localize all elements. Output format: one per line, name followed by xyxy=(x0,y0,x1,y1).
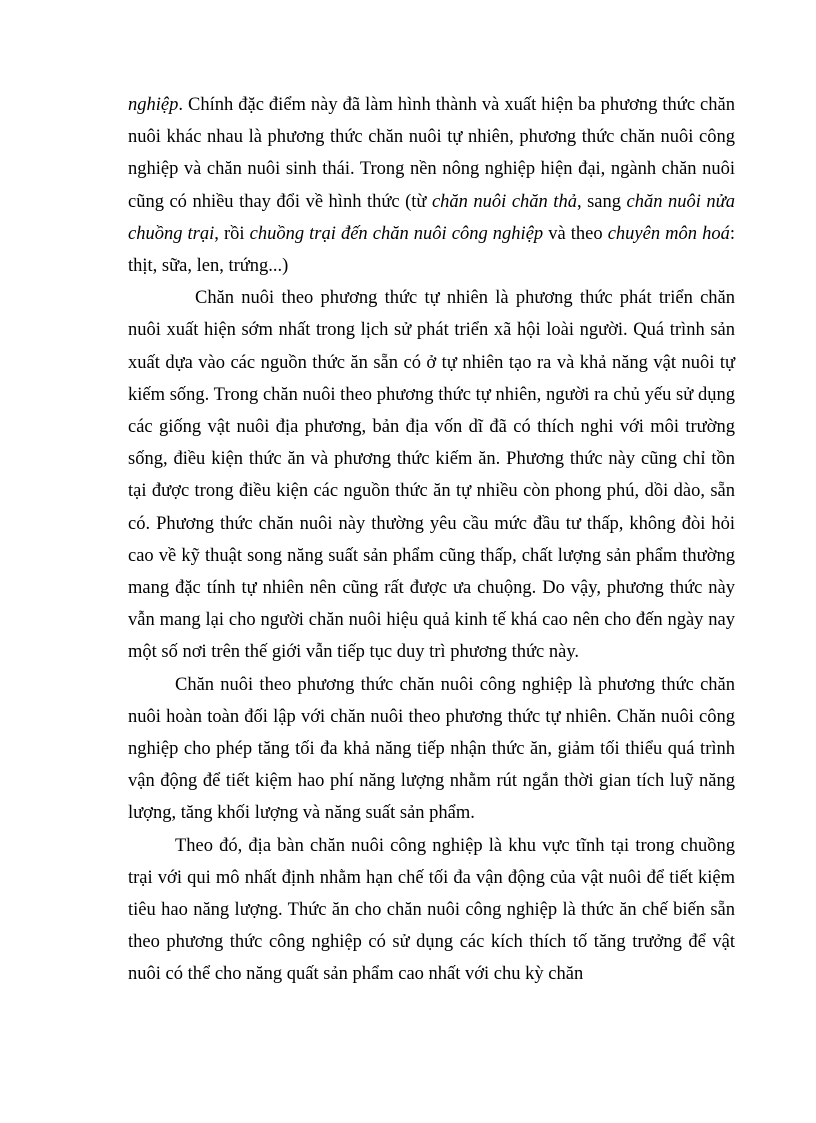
paragraph-industrial-location xyxy=(128,830,735,991)
text-segment: chuồng trại đến chăn nuôi công nghiệp xyxy=(249,223,544,244)
document-body xyxy=(128,89,735,991)
text-segment: chuyên môn hoá xyxy=(607,223,730,244)
text-segment: chăn nuôi chăn thả xyxy=(431,191,577,212)
text-segment: Chăn nuôi theo phương thức tự nhiên là phương thức phát triển chăn nuôi xuất hiện sớm nhất trong lịch sử phát triển xã hội loài người. Quá trình sản xuất dựa vào các nguồn thức ăn sẵn có ở tự nhiên tạo ra và khả năng vật nuôi tự kiếm sống. Trong chăn nuôi theo phương thức tự nhiên, người ra chủ yếu sử dụng các giống vật nuôi địa phương, bản địa vốn dĩ đã có thích nghi với môi trường sống, điều kiện thức ăn và phương thức kiếm ăn. Phương thức này cũng chỉ tồn tại được trong điều kiện các nguồn thức ăn tự nhiều còn phong phú, dồi dào, sẵn có. Phương thức chăn nuôi này thường yêu cầu mức đầu tư thấp, không đòi hỏi cao về kỹ thuật song năng suất sản phẩm cũng thấp, chất lượng sản phẩm thường mang đặc tính tự nhiên nên cũng rất được ưa chuộng. Do vậy, phương thức này vẫn mang lại cho người chăn nuôi hiệu quả kinh tế khá cao nên cho đến ngày nay một số nơi trên thế giới vẫn tiếp tục duy trì phương thức này. xyxy=(128,288,735,663)
text-segment: , sang xyxy=(576,191,627,212)
text-segment: Chăn nuôi theo phương thức chăn nuôi công nghiệp là phương thức chăn nuôi hoàn toàn đối lập với chăn nuôi theo phương thức tự nhiên. Chăn nuôi công nghiệp cho phép tăng tối đa khả năng tiếp nhận thức ăn, giảm tối thiểu quá trình vận động để tiết kiệm hao phí năng lượng nhằm rút ngắn thời gian tích luỹ năng lượng, tăng khối lượng và năng suất sản phẩm. xyxy=(128,674,735,824)
text-segment: , rồi xyxy=(214,223,250,244)
paragraph-natural-method xyxy=(128,282,735,668)
paragraph-industrial-method xyxy=(128,669,735,830)
text-segment: chăn nuôi nửa chuồng trại xyxy=(128,191,735,244)
text-segment: Theo đó, địa bàn chăn nuôi công nghiệp là khu vực tĩnh tại trong chuồng trại với qui mô nhất định nhằm hạn chế tối đa vận động của vật nuôi để tiết kiệm tiêu hao năng lượng. Thức ăn cho chăn nuôi công nghiệp là thức ăn chế biến sẵn theo phương thức công nghiệp có sử dụng các kích thích tố tăng trưởng để vật nuôi có thể cho năng quất sản phẩm cao nhất với chu kỳ chăn xyxy=(128,835,735,985)
text-segment: và theo xyxy=(543,223,608,244)
text-segment: : thịt, sữa, len, trứng...) xyxy=(128,223,735,277)
paragraph-intro-continuation xyxy=(128,89,735,282)
text-segment: nghiệp xyxy=(128,95,179,115)
text-segment: . Chính đặc điểm này đã làm hình thành và xuất hiện ba phương thức chăn nuôi khác nhau là phương thức chăn nuôi tự nhiên, phương thức chăn nuôi công nghiệp và chăn nuôi sinh thái. Trong nền nông nghiệp hiện đại, ngành chăn nuôi cũng có nhiều thay đổi về hình thức (từ xyxy=(128,95,735,212)
